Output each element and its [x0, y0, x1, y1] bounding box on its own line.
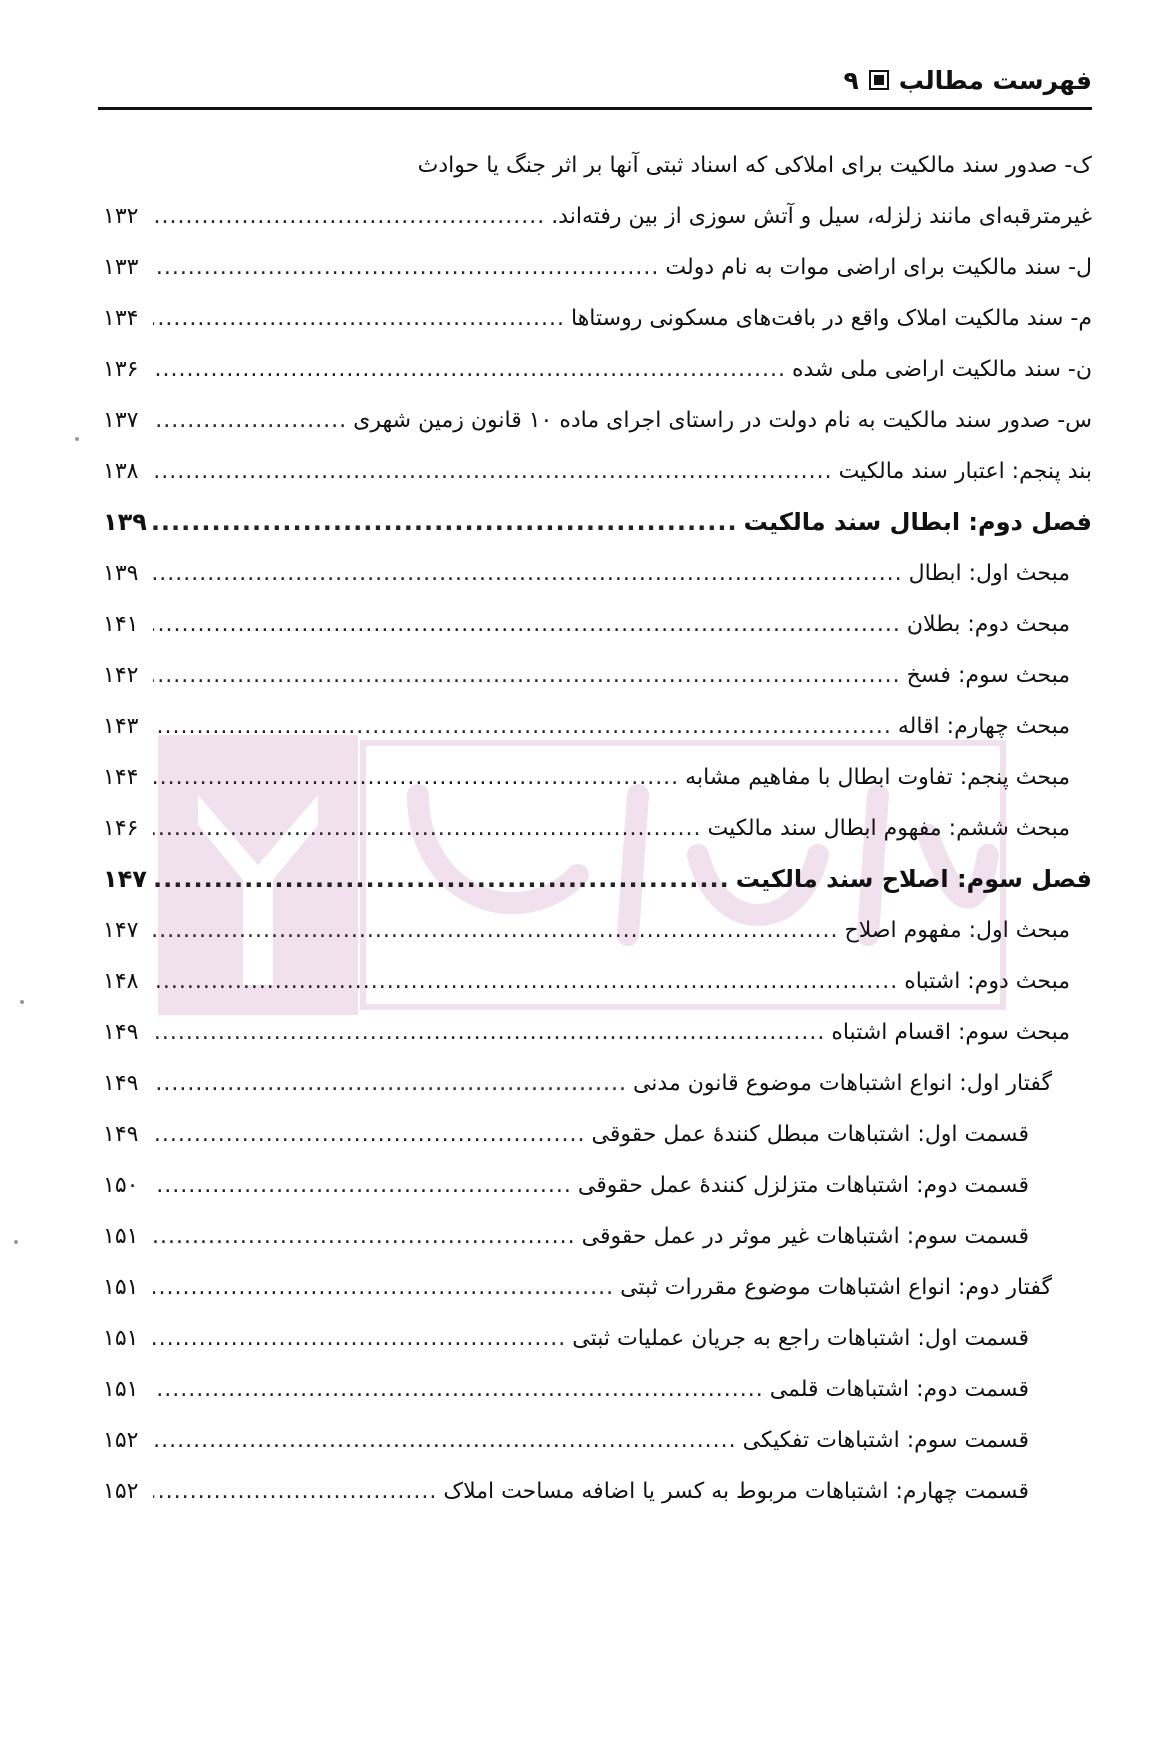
toc-entry-label: قسمت چهارم: اشتباهات مربوط به کسر یا اضافه مساحت املاک — [443, 1479, 1029, 1504]
toc-row — [103, 1160, 1092, 1211]
dot-leader — [153, 497, 738, 548]
dot-leader — [153, 956, 898, 1007]
toc-page-number: ۱۴۱ — [103, 612, 139, 637]
dot-leader — [153, 548, 903, 599]
header-page-number: ۹ — [843, 65, 859, 95]
dot-leader — [153, 1415, 737, 1466]
toc-page-number: ۱۴۲ — [103, 663, 139, 688]
toc-row — [103, 1466, 1092, 1517]
toc-chapter-row — [103, 854, 1092, 905]
toc-row — [103, 395, 1092, 446]
toc-entry-label: مبحث اول: مفهوم اصلاح — [844, 918, 1070, 943]
toc-row — [103, 1058, 1092, 1109]
toc-entry-label: مبحث ششم: مفهوم ابطال سند مالکیت — [707, 816, 1070, 841]
dot-leader — [153, 293, 565, 344]
toc-page-number: ۱۵۱ — [103, 1224, 139, 1249]
dot-leader — [153, 1211, 576, 1262]
toc-page-number: ۱۳۸ — [103, 459, 139, 484]
page-header — [98, 58, 1092, 102]
dot-leader — [153, 905, 839, 956]
toc-row — [103, 344, 1092, 395]
toc-entry-label: قسمت سوم: اشتباهات تفکیکی — [742, 1428, 1029, 1453]
toc-entry-label: قسمت دوم: اشتباهات قلمی — [769, 1377, 1029, 1402]
toc-row — [103, 599, 1092, 650]
dot-leader — [153, 446, 833, 497]
toc-row — [103, 1415, 1092, 1466]
toc-row — [103, 1109, 1092, 1160]
dot-leader — [153, 1160, 572, 1211]
toc-entry-label: مبحث چهارم: اقاله — [897, 714, 1070, 739]
dot-leader — [153, 1058, 627, 1109]
toc-entry-label: گفتار دوم: انواع اشتباهات موضوع مقررات ثبتی — [620, 1275, 1052, 1300]
toc-row — [103, 548, 1092, 599]
stray-mark — [75, 437, 79, 441]
toc-row — [103, 1262, 1092, 1313]
header-rule — [98, 107, 1092, 110]
toc-entry-label: قسمت سوم: اشتباهات غیر موثر در عمل حقوقی — [581, 1224, 1029, 1249]
toc-row — [103, 191, 1092, 242]
toc-row — [103, 1007, 1092, 1058]
dot-leader — [153, 1466, 437, 1517]
dot-leader — [153, 395, 347, 446]
toc-row — [103, 140, 1092, 191]
toc-page-number: ۱۳۹ — [103, 508, 147, 536]
toc-entry-label: قسمت دوم: اشتباهات متزلزل کنندهٔ عمل حقوقی — [577, 1173, 1029, 1198]
toc-entry-label: ل- سند مالکیت برای اراضی موات به نام دولت — [665, 255, 1092, 280]
toc-page-number: ۱۵۱ — [103, 1326, 139, 1351]
dot-leader — [153, 242, 659, 293]
dot-leader — [153, 1313, 566, 1364]
toc-page-number: ۱۵۰ — [103, 1173, 139, 1198]
toc-entry-label: مبحث سوم: اقسام اشتباه — [831, 1020, 1070, 1045]
toc-entry-label: مبحث سوم: فسخ — [906, 663, 1070, 688]
toc-chapter-row — [103, 497, 1092, 548]
toc-page-number: ۱۴۶ — [103, 816, 139, 841]
dot-leader — [153, 599, 901, 650]
dot-leader — [153, 1109, 585, 1160]
toc-entry-label: ن- سند مالکیت اراضی ملی شده — [791, 357, 1092, 382]
toc-page-number: ۱۴۸ — [103, 969, 139, 994]
toc-row — [103, 752, 1092, 803]
toc-row — [103, 701, 1092, 752]
toc-page-number: ۱۴۳ — [103, 714, 139, 739]
toc-row — [103, 242, 1092, 293]
toc-entry-label: مبحث دوم: اشتباه — [904, 969, 1070, 994]
dot-leader — [153, 1364, 764, 1415]
toc-page-number: ۱۵۲ — [103, 1428, 139, 1453]
dot-leader — [153, 650, 901, 701]
toc-row — [103, 1364, 1092, 1415]
toc-entry-label: م- سند مالکیت املاک واقع در بافت‌های مسکونی روستاها — [571, 306, 1092, 331]
toc-page-number: ۱۴۹ — [103, 1122, 139, 1147]
toc-row — [103, 1211, 1092, 1262]
toc-page-number: ۱۵۱ — [103, 1377, 139, 1402]
toc-page-number: ۱۳۳ — [103, 255, 139, 280]
toc-entry-label: ک- صدور سند مالکیت برای املاکی که اسناد ثبتی آنها بر اثر جنگ یا حوادث — [417, 153, 1092, 178]
toc-page-number: ۱۴۹ — [103, 1071, 139, 1096]
toc-row — [103, 650, 1092, 701]
dot-leader — [153, 1262, 614, 1313]
toc-entry-label: مبحث دوم: بطلان — [906, 612, 1070, 637]
toc-entry-label: غیرمترقبه‌ای مانند زلزله، سیل و آتش سوزی از بین رفته‌اند. — [551, 204, 1092, 229]
dot-leader — [153, 752, 679, 803]
toc-entry-label: فصل دوم: ابطال سند مالکیت — [743, 508, 1092, 536]
toc-page-number: ۱۳۴ — [103, 306, 139, 331]
stray-mark — [20, 1000, 24, 1004]
toc-row — [103, 293, 1092, 344]
toc-entry-label: بند پنجم: اعتبار سند مالکیت — [838, 459, 1092, 484]
toc-page-number: ۱۵۲ — [103, 1479, 139, 1504]
toc-page-number: ۱۳۶ — [103, 357, 139, 382]
dot-leader — [153, 854, 730, 905]
toc-row — [103, 956, 1092, 1007]
toc-row — [103, 803, 1092, 854]
toc-entry-label: قسمت اول: اشتباهات راجع به جریان عملیات ثبتی — [572, 1326, 1029, 1351]
toc-page-number: ۱۴۷ — [103, 865, 147, 893]
toc-page-number: ۱۴۴ — [103, 765, 139, 790]
toc-entry-label: قسمت اول: اشتباهات مبطل کنندهٔ عمل حقوقی — [591, 1122, 1029, 1147]
toc-page-number: ۱۵۱ — [103, 1275, 139, 1300]
table-of-contents — [103, 140, 1092, 1517]
toc-page-number: ۱۳۲ — [103, 204, 139, 229]
toc-page-number: ۱۳۹ — [103, 561, 139, 586]
stray-mark — [14, 1240, 18, 1244]
toc-page-number: ۱۴۷ — [103, 918, 139, 943]
toc-page-number: ۱۳۷ — [103, 408, 139, 433]
toc-row — [103, 446, 1092, 497]
toc-entry-label: مبحث پنجم: تفاوت ابطال با مفاهیم مشابه — [685, 765, 1070, 790]
dot-leader — [153, 803, 701, 854]
toc-entry-label: س- صدور سند مالکیت به نام دولت در راستای اجرای ماده ۱۰ قانون زمین شهری — [353, 408, 1092, 433]
header-title: فهرست مطالب — [898, 65, 1092, 95]
dot-leader — [153, 344, 786, 395]
dot-leader — [153, 1007, 825, 1058]
toc-row — [103, 905, 1092, 956]
toc-entry-label: گفتار اول: انواع اشتباهات موضوع قانون مدنی — [632, 1071, 1052, 1096]
toc-entry-label: فصل سوم: اصلاح سند مالکیت — [735, 865, 1092, 893]
toc-entry-label: مبحث اول: ابطال — [908, 561, 1070, 586]
toc-row — [103, 1313, 1092, 1364]
dot-leader — [153, 701, 892, 752]
square-icon — [869, 70, 889, 90]
toc-page-number: ۱۴۹ — [103, 1020, 139, 1045]
dot-leader — [153, 191, 545, 242]
